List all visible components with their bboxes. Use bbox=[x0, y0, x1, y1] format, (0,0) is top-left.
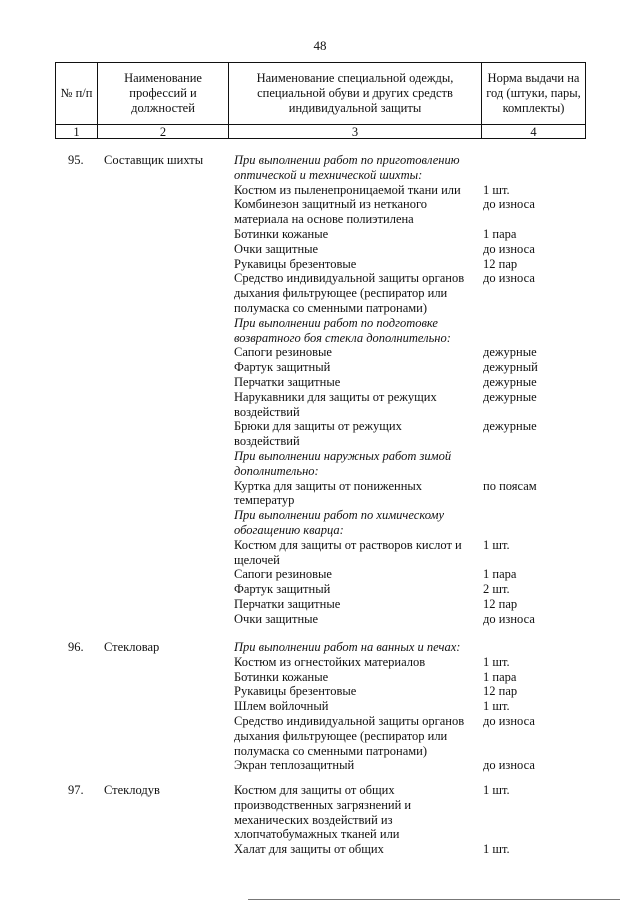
item-quantity: 1 пара bbox=[483, 669, 517, 684]
equipment-item bbox=[234, 597, 574, 612]
item-name-line: хлопчатобумажных тканей или bbox=[234, 827, 400, 842]
item-quantity: 12 пар bbox=[483, 596, 518, 611]
equipment-item bbox=[234, 670, 574, 685]
item-quantity: до износа bbox=[483, 197, 535, 212]
equipment-item bbox=[234, 714, 574, 758]
item-name bbox=[234, 612, 483, 627]
item-name-line: Костюм для защиты от общих bbox=[234, 783, 395, 797]
item-name-line: Фартук защитный bbox=[234, 360, 331, 375]
item-name bbox=[234, 714, 483, 758]
norms-list bbox=[0, 153, 640, 863]
equipment-item bbox=[234, 197, 574, 227]
page-number: 48 bbox=[313, 38, 327, 53]
item-name-line: При выполнении работ по приготовлению bbox=[234, 153, 460, 167]
equipment-item bbox=[234, 360, 574, 375]
item-name bbox=[234, 242, 483, 257]
item-name bbox=[234, 419, 483, 449]
item-name bbox=[234, 684, 483, 699]
header-col-clothing: Наименование специальной одежды, специальной обуви и других средств индивидуальной защиты bbox=[229, 63, 482, 125]
item-name-line: Средство индивидуальной защиты органов bbox=[234, 271, 465, 286]
item-quantity: 1 шт. bbox=[483, 699, 510, 714]
equipment-item bbox=[234, 271, 574, 315]
condition-heading bbox=[234, 449, 574, 479]
item-name-line: При выполнении наружных работ зимой bbox=[234, 448, 452, 463]
item-name-line: Костюм для защиты от растворов кислот и bbox=[234, 537, 462, 552]
item-quantity: дежурные bbox=[483, 345, 537, 360]
equipment-item bbox=[234, 375, 574, 390]
header-col-norm: Норма выдачи на год (штуки, пары, комплекты) bbox=[482, 63, 586, 125]
item-quantity: до износа bbox=[483, 271, 535, 286]
item-name-line: полумаска со сменными патронами) bbox=[234, 300, 428, 315]
profession-name: Составщик шихты bbox=[104, 153, 204, 167]
item-name bbox=[234, 699, 483, 714]
item-name bbox=[234, 842, 483, 857]
item-name bbox=[234, 257, 483, 272]
item-name-line: дополнительно: bbox=[234, 463, 319, 478]
item-name-line: Комбинезон защитный из нетканого bbox=[234, 197, 428, 212]
item-name-line: воздействий bbox=[234, 404, 300, 419]
item-name-line: Халат для защиты от общих bbox=[234, 842, 384, 857]
equipment-item bbox=[234, 538, 574, 568]
item-name bbox=[234, 197, 483, 227]
equipment-item bbox=[234, 842, 574, 857]
equipment-item bbox=[234, 612, 574, 627]
header-num-3: 3 bbox=[229, 125, 482, 139]
profession-name: Стеклодув bbox=[104, 783, 160, 797]
item-name bbox=[234, 316, 483, 346]
row-number: 97. bbox=[68, 783, 84, 797]
item-name bbox=[234, 670, 483, 685]
item-name-line: Очки защитные bbox=[234, 611, 319, 626]
equipment-item bbox=[234, 699, 574, 714]
item-quantity bbox=[483, 153, 573, 183]
header-num-1: 1 bbox=[56, 125, 98, 139]
item-quantity: 1 шт. bbox=[483, 537, 510, 552]
item-quantity bbox=[483, 316, 573, 346]
item-name bbox=[234, 582, 483, 597]
item-name-line: возвратного боя стекла дополнительно: bbox=[234, 330, 451, 345]
equipment-item bbox=[234, 684, 574, 699]
norm-group bbox=[0, 640, 640, 783]
condition-heading bbox=[234, 508, 574, 538]
item-name-line: щелочей bbox=[234, 552, 280, 567]
item-name-line: Перчатки защитные bbox=[234, 596, 341, 611]
item-name bbox=[234, 227, 483, 242]
equipment-item bbox=[234, 227, 574, 242]
item-name bbox=[234, 597, 483, 612]
item-name-line: Ботинки кожаные bbox=[234, 669, 329, 684]
item-name-line: При выполнении работ на ванных и печах: bbox=[234, 640, 461, 654]
item-name bbox=[234, 183, 483, 198]
item-name-line: Костюм из пыленепроницаемой ткани или bbox=[234, 182, 461, 197]
item-name-line: обогащению кварца: bbox=[234, 522, 344, 537]
item-quantity: 1 шт. bbox=[483, 842, 510, 857]
item-quantity: дежурный bbox=[483, 360, 538, 375]
item-name bbox=[234, 655, 483, 670]
item-quantity: дежурные bbox=[483, 374, 537, 389]
norm-group bbox=[0, 783, 640, 863]
item-quantity: по поясам bbox=[483, 478, 537, 493]
item-name-line: Нарукавники для защиты от режущих bbox=[234, 389, 437, 404]
profession-name: Стекловар bbox=[104, 640, 160, 654]
item-name-line: Шлем войлочный bbox=[234, 699, 329, 714]
header-table bbox=[55, 62, 586, 139]
item-name-line: Брюки для защиты от режущих bbox=[234, 419, 402, 434]
item-quantity: 2 шт. bbox=[483, 582, 510, 597]
header-num-4: 4 bbox=[482, 125, 586, 139]
item-quantity bbox=[483, 508, 573, 538]
item-name-line: полумаска со сменными патронами) bbox=[234, 743, 428, 758]
row-number: 96. bbox=[68, 640, 84, 654]
item-quantity: до износа bbox=[483, 611, 535, 626]
equipment-item bbox=[234, 183, 574, 198]
item-quantity: до износа bbox=[483, 713, 535, 728]
item-name-line: механических воздействий из bbox=[234, 812, 393, 827]
equipment-item bbox=[234, 758, 574, 773]
item-quantity: 1 пара bbox=[483, 567, 517, 582]
equipment-item bbox=[234, 345, 574, 360]
item-name-line: Рукавицы брезентовые bbox=[234, 684, 357, 699]
item-name-line: дыхания фильтрующее (респиратор или bbox=[234, 728, 448, 743]
item-name bbox=[234, 390, 483, 420]
item-name bbox=[234, 360, 483, 375]
item-quantity: дежурные bbox=[483, 389, 537, 404]
item-name-line: Костюм из огнестойких материалов bbox=[234, 654, 426, 669]
item-name-line: температур bbox=[234, 493, 295, 508]
condition-heading bbox=[234, 316, 574, 346]
item-quantity bbox=[483, 449, 573, 479]
item-name bbox=[234, 640, 483, 655]
item-quantity: 12 пар bbox=[483, 684, 518, 699]
item-name-line: Куртка для защиты от пониженных bbox=[234, 478, 423, 493]
item-name-line: Перчатки защитные bbox=[234, 374, 341, 389]
item-name-line: Сапоги резиновые bbox=[234, 345, 332, 360]
item-name-line: Средство индивидуальной защиты органов bbox=[234, 713, 465, 728]
equipment-item bbox=[234, 567, 574, 582]
item-name-line: Рукавицы брезентовые bbox=[234, 256, 357, 271]
item-name-line: При выполнении работ по химическому bbox=[234, 508, 444, 523]
item-name bbox=[234, 449, 483, 479]
item-name bbox=[234, 758, 483, 773]
item-name bbox=[234, 271, 483, 315]
item-name-line: Очки защитные bbox=[234, 241, 319, 256]
item-name-line: воздействий bbox=[234, 434, 300, 449]
item-quantity: до износа bbox=[483, 758, 535, 773]
row-number: 95. bbox=[68, 153, 84, 167]
item-name-line: дыхания фильтрующее (респиратор или bbox=[234, 286, 448, 301]
item-name bbox=[234, 567, 483, 582]
item-name bbox=[234, 538, 483, 568]
equipment-item bbox=[234, 655, 574, 670]
item-name-line: Сапоги резиновые bbox=[234, 567, 332, 582]
equipment-item bbox=[234, 582, 574, 597]
item-quantity: до износа bbox=[483, 241, 535, 256]
item-quantity: 1 шт. bbox=[483, 783, 510, 797]
bottom-rule bbox=[248, 899, 620, 900]
header-col-profession: Наименование профессий и должностей bbox=[98, 63, 229, 125]
item-name-line: Фартук защитный bbox=[234, 582, 331, 597]
item-quantity: 1 шт. bbox=[483, 182, 510, 197]
item-quantity: 1 пара bbox=[483, 226, 517, 241]
item-name-line: материала на основе полиэтилена bbox=[234, 212, 414, 227]
item-name bbox=[234, 153, 483, 183]
item-name-line: Экран теплозащитный bbox=[234, 758, 355, 773]
item-quantity: 12 пар bbox=[483, 256, 518, 271]
item-name bbox=[234, 783, 483, 842]
item-name bbox=[234, 345, 483, 360]
item-quantity bbox=[483, 640, 573, 655]
header-col-number: № п/п bbox=[56, 63, 98, 125]
item-name-line: оптической и технической шихты: bbox=[234, 167, 423, 182]
equipment-item bbox=[234, 257, 574, 272]
item-name-line: Ботинки кожаные bbox=[234, 226, 329, 241]
equipment-item bbox=[234, 242, 574, 257]
item-name bbox=[234, 479, 483, 509]
header-num-2: 2 bbox=[98, 125, 229, 139]
item-quantity: дежурные bbox=[483, 419, 537, 434]
equipment-item bbox=[234, 783, 574, 842]
equipment-item bbox=[234, 419, 574, 449]
item-quantity: 1 шт. bbox=[483, 654, 510, 669]
condition-heading bbox=[234, 153, 574, 183]
condition-heading bbox=[234, 640, 574, 655]
equipment-item bbox=[234, 479, 574, 509]
equipment-item bbox=[234, 390, 574, 420]
item-name bbox=[234, 375, 483, 390]
item-name bbox=[234, 508, 483, 538]
item-name-line: При выполнении работ по подготовке bbox=[234, 315, 438, 330]
item-name-line: производственных загрязнений и bbox=[234, 797, 412, 812]
norm-group bbox=[0, 153, 640, 640]
